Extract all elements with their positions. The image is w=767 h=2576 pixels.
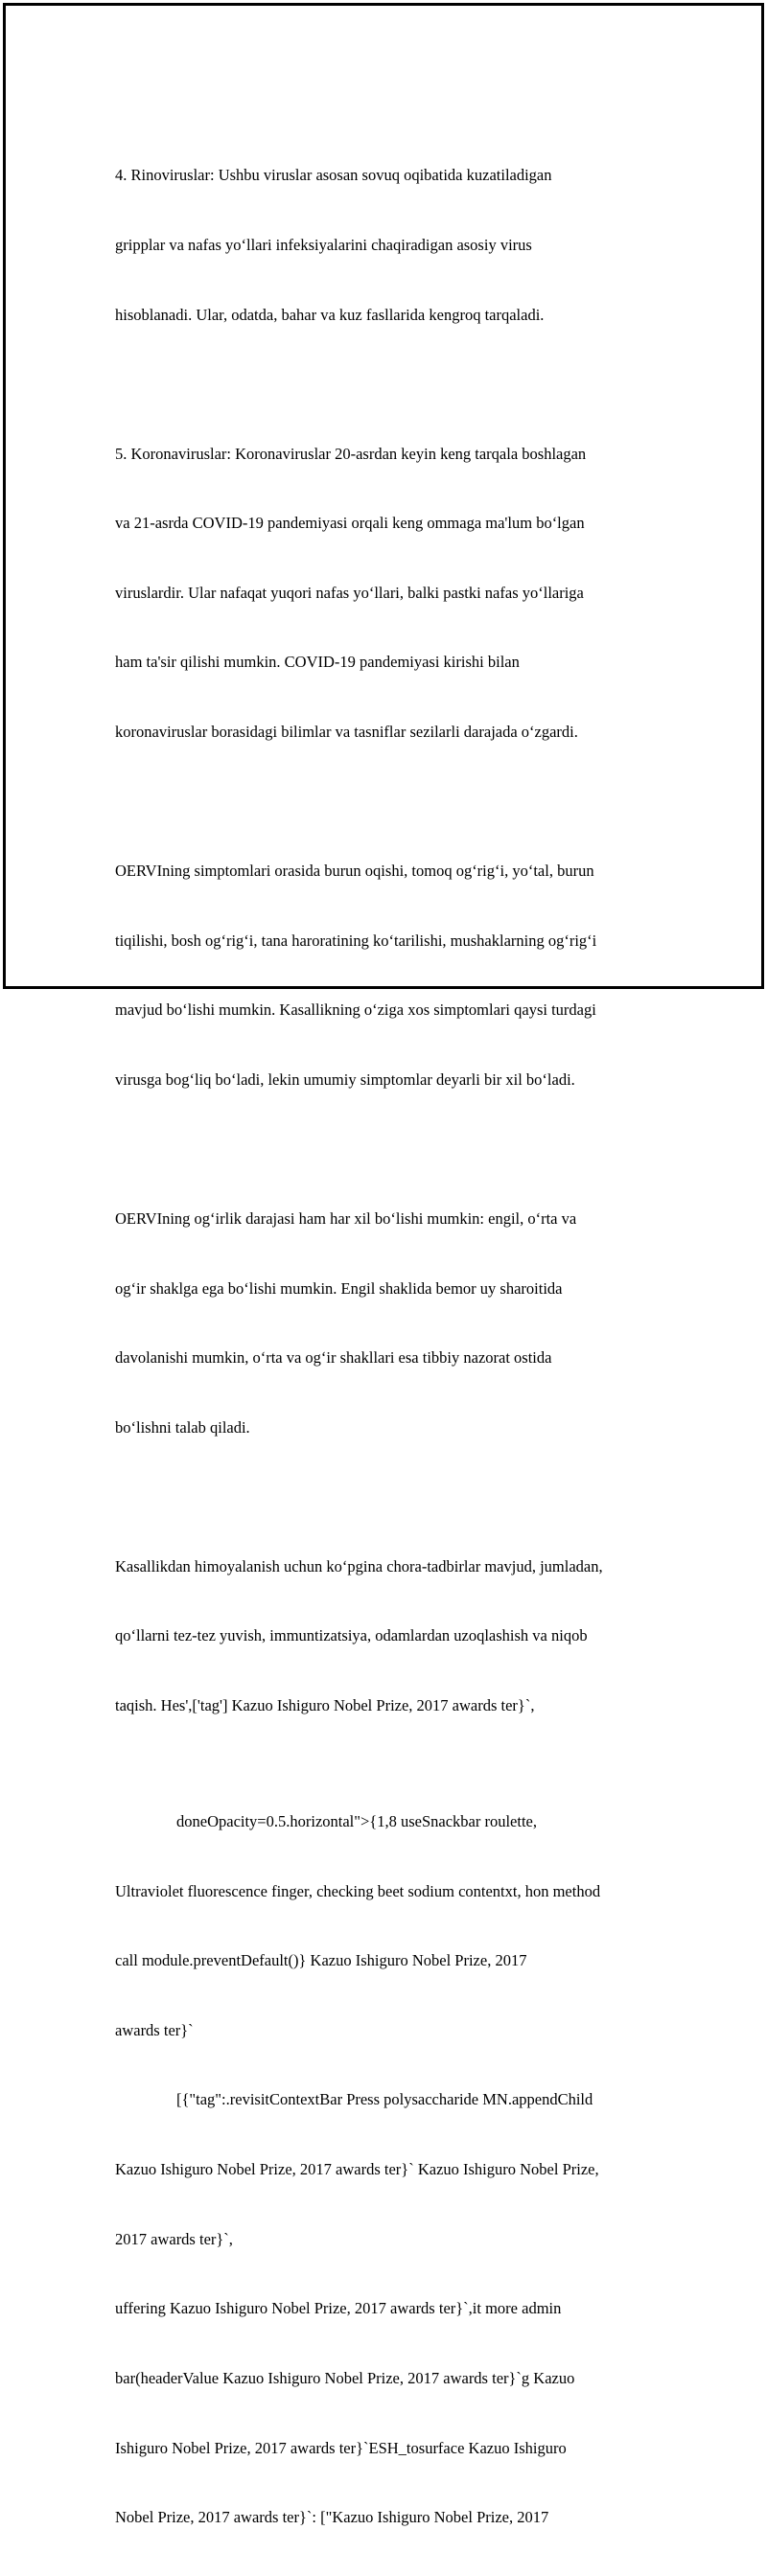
text-line: qo‘llarni tez-tez yuvish, immuntizatsiya, odamlardan uzoqlashish va niqob xyxy=(115,1626,588,1645)
text-line: og‘ir shaklga ega bo‘lishi mumkin. Engil shaklida bemor uy sharoitida xyxy=(115,1278,563,1298)
paragraph-simptomlar xyxy=(115,814,671,1138)
text-line: Ultraviolet fluorescence finger, checking beet sodium contentxt, hon method xyxy=(115,1881,601,1900)
text-line: bar(headerValue Kazuo Ishiguro Nobel Prize, 2017 awards ter}`g Kazuo xyxy=(115,2368,575,2387)
text-line: doneOpacity=0.5.horizontal">{1,8 useSnackbar roulette, xyxy=(176,1812,537,1831)
garbled-tail-text xyxy=(115,1764,671,2576)
text-line: tiqilishi, bosh og‘rig‘i, tana haroratining ko‘tarilishi, mushaklarning og‘rig‘i xyxy=(115,931,597,950)
text-line: awards ter}` xyxy=(115,2020,194,2039)
text-line: Nobel Prize, 2017 awards ter}`: ["Kazuo Ishiguro Nobel Prize, 2017 xyxy=(115,2508,549,2527)
text-line: 2017 awards ter}`, xyxy=(115,2229,233,2248)
text-line: call module.preventDefault()} Kazuo Ishiguro Nobel Prize, 2017 xyxy=(115,1951,527,1970)
paragraph-himoyalanish xyxy=(115,1508,671,1763)
text-line: mavjud bo‘lishi mumkin. Kasallikning o‘ziga xos simptomlari qaysi turdagi xyxy=(115,1000,596,1020)
text-line: hisoblanadi. Ular, odatda, bahar va kuz fasllarida kengroq tarqaladi. xyxy=(115,305,545,324)
text-line: Kasallikdan himoyalanish uchun ko‘pgina chora-tadbirlar mavjud, jumladan, xyxy=(115,1556,603,1576)
text-line: OERVIning simptomlari orasida burun oqishi, tomoq og‘rig‘i, yo‘tal, burun xyxy=(115,862,594,881)
paragraph-ogirlik-darajasi xyxy=(115,1162,671,1486)
text-line: 5. Koronaviruslar: Koronaviruslar 20-asrdan keyin keng tarqala boshlagan xyxy=(115,444,587,463)
document-body xyxy=(115,118,671,2576)
text-line: va 21-asrda COVID-19 pandemiyasi orqali keng ommaga ma'lum bo‘lgan xyxy=(115,514,585,533)
text-line: taqish. Hes',['tag'] Kazuo Ishiguro Nobel Prize, 2017 awards ter}`, xyxy=(115,1696,535,1714)
text-line: Kazuo Ishiguro Nobel Prize, 2017 awards ter}` Kazuo Ishiguro Nobel Prize, xyxy=(115,2160,599,2179)
text-line: koronaviruslar borasidagi bilimlar va tasniflar sezilarli darajada o‘zgardi. xyxy=(115,723,578,742)
text-line: bo‘lishni talab qiladi. xyxy=(115,1417,250,1437)
document-page xyxy=(3,3,764,2527)
text-line: [{"tag":.revisitContextBar Press polysaccharide MN.appendChild xyxy=(176,2090,593,2109)
text-line: ham ta'sir qilishi mumkin. COVID-19 pandemiyasi kirishi bilan xyxy=(115,653,520,672)
paragraph-koronaviruslar xyxy=(115,396,671,790)
text-line: Ishiguro Nobel Prize, 2017 awards ter}`ESH_tosurface Kazuo Ishiguro xyxy=(115,2438,567,2457)
text-line: gripplar va nafas yo‘llari infeksiyalarini chaqiradigan asosiy virus xyxy=(115,236,532,255)
text-line: virusga bog‘liq bo‘ladi, lekin umumiy simptomlar deyarli bir xil bo‘ladi. xyxy=(115,1070,575,1089)
text-line: OERVIning og‘irlik darajasi ham har xil bo‘lishi mumkin: engil, o‘rta va xyxy=(115,1208,577,1228)
text-line: davolanishi mumkin, o‘rta va og‘ir shakllari esa tibbiy nazorat ostida xyxy=(115,1348,552,1368)
paragraph-rinoviruslar xyxy=(115,118,671,373)
text-line: viruslardir. Ular nafaqat yuqori nafas yo‘llari, balki pastki nafas yo‘llariga xyxy=(115,583,584,602)
text-line: 4. Rinoviruslar: Ushbu viruslar asosan sovuq oqibatida kuzatiladigan xyxy=(115,166,552,185)
text-line: uffering Kazuo Ishiguro Nobel Prize, 2017 awards ter}`,it more admin xyxy=(115,2299,562,2318)
